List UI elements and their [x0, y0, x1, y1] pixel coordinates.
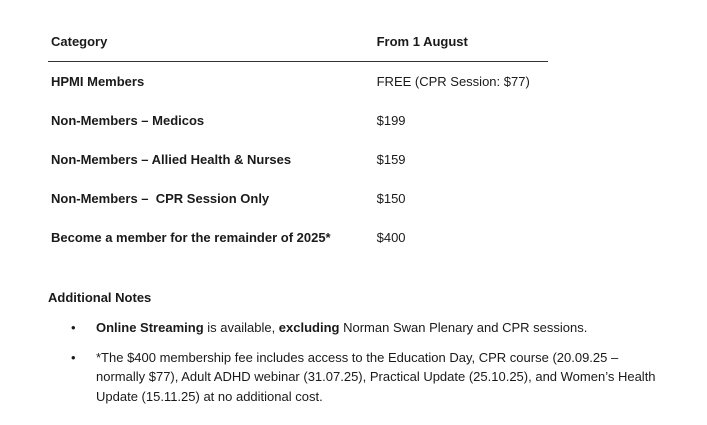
category-cell: Non-Members – CPR Session Only	[51, 191, 270, 206]
table-row	[48, 140, 548, 179]
list-item	[48, 318, 658, 338]
category-cell: HPMI Members	[51, 74, 145, 89]
price-cell: FREE (CPR Session: $77)	[376, 74, 530, 89]
price-cell: $400	[376, 230, 406, 245]
additional-notes-heading: Additional Notes	[48, 290, 152, 305]
category-column-header: Category	[48, 22, 374, 62]
price-cell: $150	[376, 191, 406, 206]
note-bold-lead: Online Streaming	[96, 320, 204, 335]
pricing-table	[48, 22, 548, 257]
table-row	[48, 218, 548, 257]
table-row	[48, 101, 548, 140]
from-date-column-header: From 1 August	[374, 22, 548, 62]
table-header-row	[48, 22, 548, 62]
bullet-icon: •	[71, 349, 76, 365]
category-cell: Non-Members – Medicos	[51, 113, 205, 128]
note-text: Norman Swan Plenary and CPR sessions.	[339, 320, 588, 335]
list-item	[48, 348, 658, 407]
table-row	[48, 62, 548, 102]
notes-list	[48, 318, 658, 416]
price-cell: $159	[376, 152, 406, 167]
note-text: is available,	[203, 320, 279, 335]
bullet-icon: •	[71, 320, 76, 335]
category-cell: Non-Members – Allied Health & Nurses	[51, 152, 292, 167]
category-cell: Become a member for the remainder of 2025*	[51, 230, 331, 245]
price-cell: $199	[376, 113, 406, 128]
note-text: *The $400 membership fee includes access to the Education Day, CPR course (20.09.25 – normally $77), Adult ADHD webinar (31.07.25), Practical Update (25.10.25), and Women’s Health Update (15.11.25) at no additional cost.	[96, 349, 656, 404]
note-bold-emphasis: excluding	[278, 320, 340, 335]
table-row	[48, 179, 548, 218]
